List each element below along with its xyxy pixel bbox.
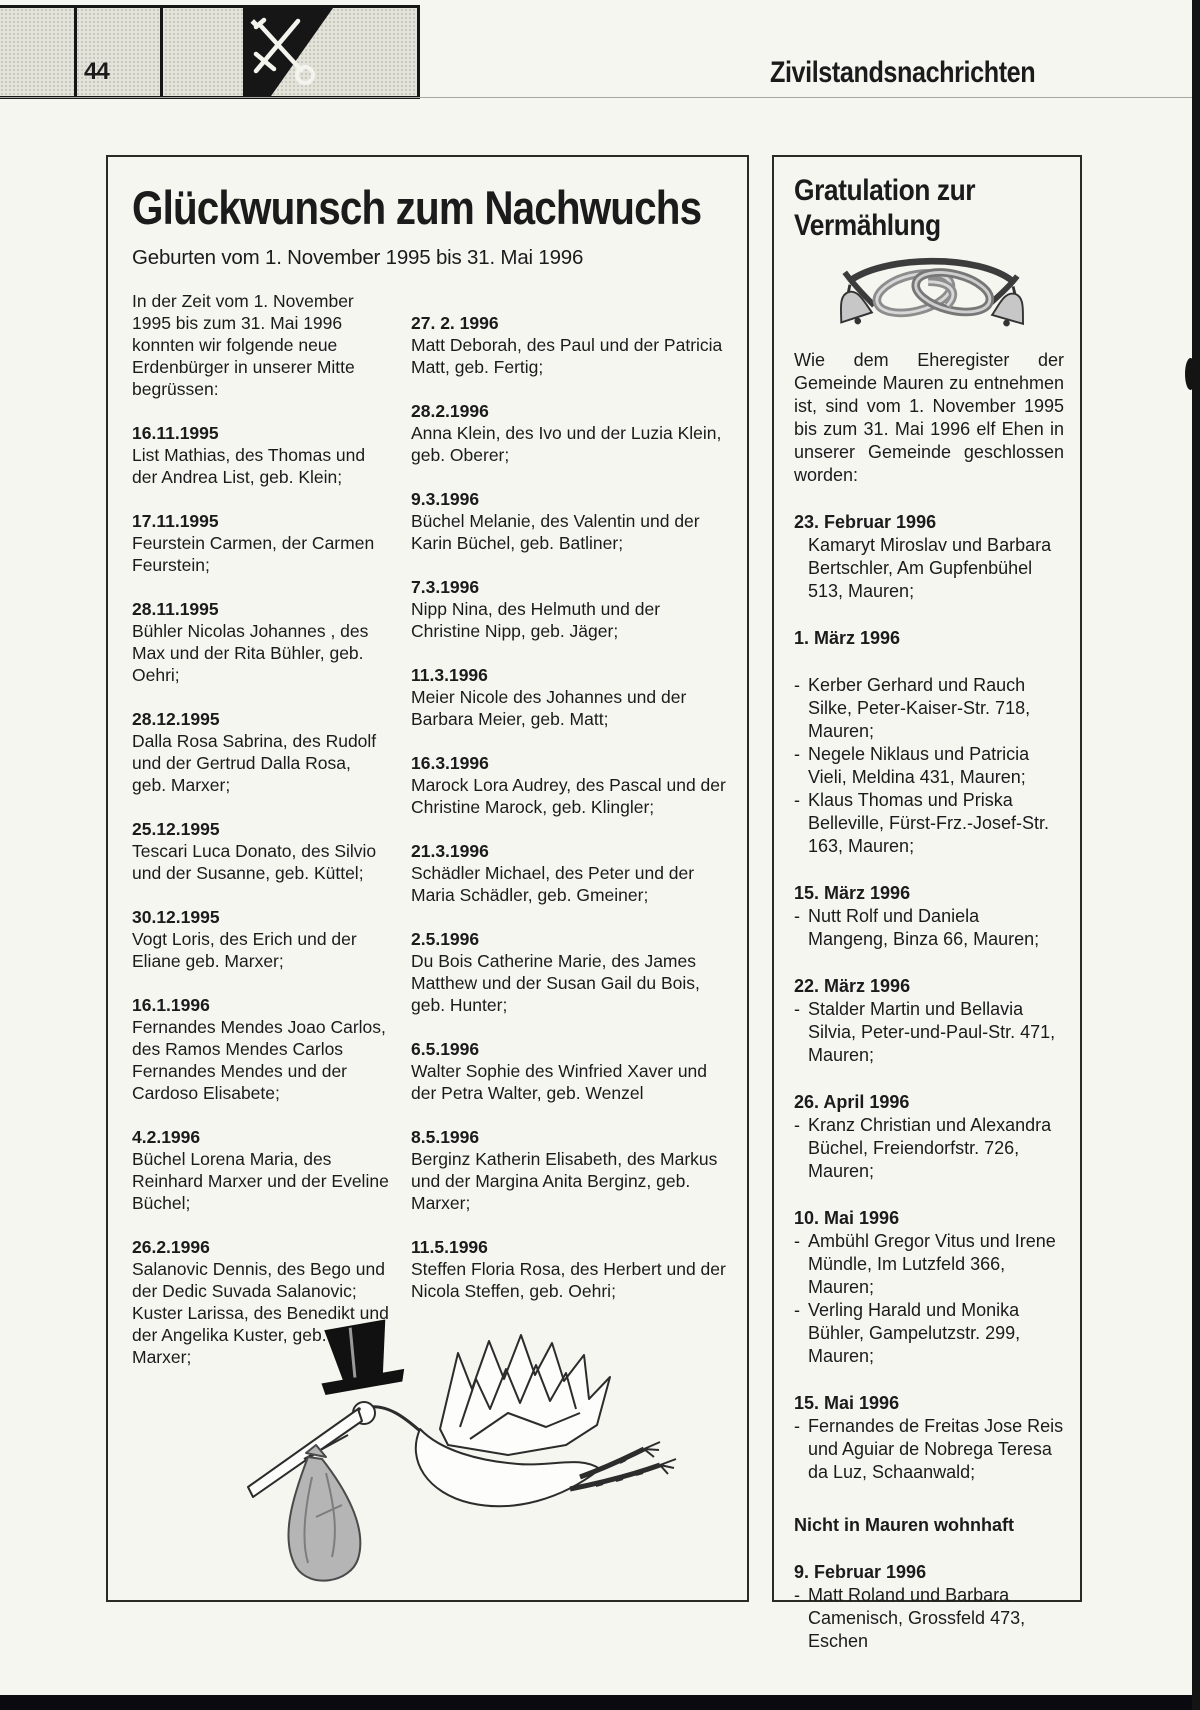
birth-entry-date: 30.12.1995 [132, 907, 220, 928]
marriage-group-items [794, 905, 1064, 951]
header-band [0, 5, 420, 99]
marriage-group [794, 975, 1064, 1067]
birth-entry [411, 1126, 729, 1214]
marriage-entry-text: Kerber Gerhard und Rauch Silke, Peter-Kaiser-Str. 718, Mauren; [808, 675, 1031, 741]
marriage-entry [794, 998, 1064, 1067]
birth-entry-date: 7.3.1996 [411, 577, 480, 598]
birth-entry-date: 8.5.1996 [411, 1127, 480, 1148]
marriage-entry [794, 743, 1064, 789]
birth-entry [132, 708, 389, 796]
births-column-1 [132, 290, 389, 1368]
marriages-title [794, 173, 1032, 243]
scan-artifact-blob [1185, 358, 1196, 390]
marriage-entry [794, 534, 1064, 603]
birth-entry [132, 906, 389, 972]
marriage-entry [794, 905, 1064, 951]
list-dash: - [794, 1231, 800, 1251]
birth-entry-text: Marock Lora Audrey, des Pascal und der Christine Marock, geb. Klingler; [411, 775, 726, 818]
marriage-entry-text: Matt Roland und Barbara Camenisch, Grossfeld 473, Eschen [808, 1585, 1026, 1651]
marriage-entry [794, 1584, 1064, 1653]
list-dash: - [794, 1300, 800, 1320]
marriages-intro: Wie dem Eheregister der Gemeinde Mauren zu entnehmen ist, sind vom 1. November 1995 bis zum 31. Mai 1996 elf Ehen in unserer Gemeinde geschlossen worden: [794, 350, 1064, 485]
marriage-entry [794, 1230, 1064, 1299]
list-dash: - [794, 744, 800, 764]
births-columns [132, 290, 729, 1368]
birth-entry-text: Steffen Floria Rosa, des Herbert und der Nicola Steffen, geb. Oehri; [411, 1259, 726, 1302]
birth-entry-text: List Mathias, des Thomas und der Andrea List, geb. Klein; [132, 445, 366, 488]
marriage-group-items [794, 1114, 1064, 1183]
marriage-group [794, 627, 1064, 858]
birth-entry-text: Schädler Michael, des Peter und der Maria Schädler, geb. Gmeiner; [411, 863, 695, 906]
birth-entry-text: Kuster Larissa, des Benedikt und der Angelika Kuster, geb. Marxer; [132, 1303, 389, 1368]
marriage-group-items [794, 1584, 1064, 1653]
header-rule [0, 97, 1192, 98]
birth-entry-date: 28.11.1995 [132, 599, 219, 620]
birth-entry-text: Anna Klein, des Ivo und der Luzia Klein, geb. Oberer; [411, 423, 722, 466]
marriage-entry-text: Ambühl Gregor Vitus und Irene Mündle, Im Lutzfeld 366, Mauren; [808, 1231, 1056, 1297]
birth-entry-date: 28.12.1995 [132, 709, 220, 730]
birth-entry-text: Berginz Katherin Elisabeth, des Markus und der Margina Anita Berginz, geb. Marxer; [411, 1149, 718, 1214]
birth-entry-date: 6.5.1996 [411, 1039, 480, 1060]
marriage-group-date: 26. April 1996 [794, 1092, 910, 1112]
birth-entry [132, 422, 389, 488]
scan-artifact-right-strip [1192, 0, 1200, 1710]
birth-entry-text: Dalla Rosa Sabrina, des Rudolf und der Gertrud Dalla Rosa, geb. Marxer; [132, 731, 377, 796]
marriages-title-line2: Vermählung [794, 209, 941, 242]
stork-illustration [208, 1317, 678, 1597]
marriage-group-items [794, 674, 1064, 858]
marriages-note-heading: Nicht in Mauren wohnhaft [794, 1515, 1014, 1535]
marriage-group [794, 1207, 1064, 1368]
birth-entry-text: Vogt Loris, des Erich und der Eliane geb. Marxer; [132, 929, 357, 972]
marriage-entry [794, 789, 1064, 858]
marriage-entry [794, 674, 1064, 743]
birth-entry-date: 17.11.1995 [132, 511, 219, 532]
birth-entry-date: 16.3.1996 [411, 753, 489, 774]
wedding-rings-and-bells-illustration [822, 253, 1040, 339]
band-divider [417, 8, 420, 96]
birth-entry-date: 16.11.1995 [132, 423, 219, 444]
list-dash: - [794, 1416, 800, 1436]
birth-entry-text: Nipp Nina, des Helmuth und der Christine Nipp, geb. Jäger; [411, 599, 661, 642]
band-divider [160, 8, 163, 96]
birth-entry-text: Bühler Nicolas Johannes , des Max und der Rita Bühler, geb. Oehri; [132, 621, 369, 686]
birth-entry [411, 400, 729, 466]
birth-entry-text: Büchel Lorena Maria, des Reinhard Marxer und der Eveline Büchel; [132, 1149, 389, 1214]
birth-entry [411, 1038, 729, 1104]
marriage-group-items [794, 1415, 1064, 1484]
marriages-box [772, 155, 1082, 1651]
birth-entry-date: 21.3.1996 [411, 841, 489, 862]
birth-entry-date: 11.5.1996 [411, 1237, 488, 1258]
birth-entry [411, 1236, 729, 1302]
birth-entry-date: 2.5.1996 [411, 929, 480, 950]
birth-entry [132, 818, 389, 884]
list-dash: - [794, 906, 800, 926]
birth-entry-text: Tescari Luca Donato, des Silvio und der Susanne, geb. Küttel; [132, 841, 377, 884]
birth-entry [411, 664, 729, 730]
birth-entry [411, 576, 729, 642]
birth-entry-text: Büchel Melanie, des Valentin und der Karin Büchel, geb. Batliner; [411, 511, 700, 554]
marriage-entry-text: Klaus Thomas und Priska Belleville, Fürst-Frz.-Josef-Str. 163, Mauren; [808, 790, 1050, 856]
birth-entry-date: 16.1.1996 [132, 995, 210, 1016]
crossed-key-and-sword-icon [243, 8, 335, 96]
birth-entry-date: 9.3.1996 [411, 489, 480, 510]
birth-entry-text: Fernandes Mendes Joao Carlos, des Ramos Mendes Carlos Fernandes Mendes und der Cardoso Elisabete; [132, 1017, 386, 1104]
marriage-entry [794, 1415, 1064, 1484]
births-intro: In der Zeit vom 1. November 1995 bis zum 31. Mai 1996 konnten wir folgende neue Erdenbürger in unserer Mitte begrüssen: [132, 291, 355, 400]
marriage-group-items [794, 534, 1064, 603]
birth-entry [411, 928, 729, 1016]
marriage-group-items [794, 1230, 1064, 1368]
birth-entry [132, 1126, 389, 1214]
births-subtitle: Geburten vom 1. November 1995 bis 31. Mai 1996 [132, 246, 584, 270]
birth-entry [132, 994, 389, 1104]
section-title: Zivilstandsnachrichten [770, 56, 1036, 89]
list-dash: - [794, 1585, 800, 1605]
birth-entry [411, 840, 729, 906]
births-column-2 [411, 290, 729, 1368]
births-box [106, 155, 749, 1602]
birth-entry-text: Meier Nicole des Johannes und der Barbara Meier, geb. Matt; [411, 687, 687, 730]
birth-entry-text: Du Bois Catherine Marie, des James Matthew und der Susan Gail du Bois, geb. Hunter; [411, 951, 700, 1016]
list-dash [794, 534, 808, 603]
marriage-entry-text: Nutt Rolf und Daniela Mangeng, Binza 66, Mauren; [808, 906, 1040, 949]
births-title: Glückwunsch zum Nachwuchs [132, 181, 702, 234]
marriage-entry-text: Negele Niklaus und Patricia Vieli, Meldina 431, Mauren; [808, 744, 1030, 787]
birth-entry-date: 11.3.1996 [411, 665, 488, 686]
marriage-group [794, 1561, 1064, 1653]
marriage-group-date: 1. März 1996 [794, 628, 901, 648]
marriage-group [794, 1392, 1064, 1484]
marriage-group [794, 1091, 1064, 1183]
birth-entry [411, 488, 729, 554]
birth-entry-text: Feurstein Carmen, der Carmen Feurstein; [132, 533, 375, 576]
birth-entry-text: Salanovic Dennis, des Bego und der Dedic Suvada Salanovic; [132, 1259, 385, 1302]
list-dash: - [794, 1115, 800, 1135]
marriage-entry [794, 1299, 1064, 1368]
page-number: 44 [84, 58, 109, 85]
marriage-entry-text: Stalder Martin und Bellavia Silvia, Peter-und-Paul-Str. 471, Mauren; [808, 999, 1056, 1065]
marriage-group-date: 15. Mai 1996 [794, 1393, 900, 1413]
marriage-entry-text: Verling Harald und Monika Bühler, Gampelutzstr. 299, Mauren; [808, 1300, 1021, 1366]
birth-entry-date: 27. 2. 1996 [411, 313, 499, 334]
marriage-entry-text: Kamaryt Miroslav und Barbara Bertschler, Am Gupfenbühel 513, Mauren; [808, 535, 1052, 601]
marriage-entry [794, 1114, 1064, 1183]
marriage-entry-text: Kranz Christian und Alexandra Büchel, Freiendorfstr. 726, Mauren; [808, 1115, 1052, 1181]
list-dash: - [794, 675, 800, 695]
marriage-group [794, 511, 1064, 603]
birth-entry-date: 4.2.1996 [132, 1127, 201, 1148]
birth-entry [411, 752, 729, 818]
marriage-group-date: 10. Mai 1996 [794, 1208, 900, 1228]
list-dash: - [794, 790, 800, 810]
marriage-group-date: 9. Februar 1996 [794, 1562, 927, 1582]
marriage-group-date: 15. März 1996 [794, 883, 911, 903]
birth-entry-text: Matt Deborah, des Paul und der Patricia Matt, geb. Fertig; [411, 335, 723, 378]
marriage-group-date: 23. Februar 1996 [794, 512, 937, 532]
scan-artifact-bottom-bar [0, 1695, 1200, 1710]
birth-entry [132, 510, 389, 576]
marriage-entry-text: Fernandes de Freitas Jose Reis und Aguiar de Nobrega Teresa da Luz, Schaanwald; [808, 1416, 1064, 1482]
marriage-group [794, 882, 1064, 951]
band-divider [74, 8, 77, 96]
birth-entry-date: 26.2.1996 [132, 1237, 210, 1258]
marriage-sections [794, 511, 1064, 1653]
birth-entry-date: 28.2.1996 [411, 401, 489, 422]
birth-entry-text: Walter Sophie des Winfried Xaver und der Petra Walter, geb. Wenzel [411, 1061, 708, 1104]
marriage-group-date: 22. März 1996 [794, 976, 911, 996]
marriages-title-line1: Gratulation zur [794, 174, 976, 207]
list-dash: - [794, 999, 800, 1019]
birth-entry [411, 312, 729, 378]
marriage-group-items [794, 998, 1064, 1067]
birth-entry [132, 598, 389, 686]
birth-entry-date: 25.12.1995 [132, 819, 220, 840]
